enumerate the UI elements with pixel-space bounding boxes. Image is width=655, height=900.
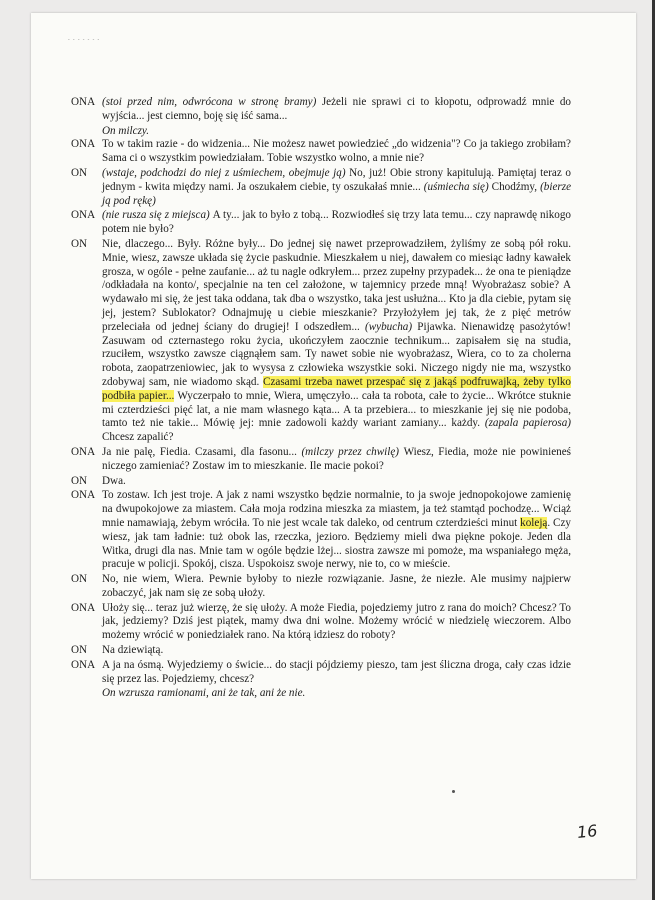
dialogue-text [102,659,571,687]
header-mark: - - - - - - - [68,38,101,43]
speaker-name: ON [71,474,88,487]
stage-direction-inline: (wstaje, podchodzi do niej z uśmiechem, obejmuje ją) [102,166,350,179]
dialogue-line [71,644,571,658]
dialogue-line [71,475,571,489]
stage-direction-inline: (uśmiecha się) [423,180,492,193]
dialogue-line [71,573,571,601]
speaker-name: ONA [71,601,96,614]
dialogue-text [102,167,571,208]
speech-text: Chcesz zapalić? [102,431,174,444]
speech-text: Jeżeli nie sprawi ci to kłopotu, odprowadź mnie do wyjścia... jest ciemno, boję się iść sama... [102,96,572,122]
speech-text: Wyczerpało to mnie, Wiera, umęczyło... cała ta robota, całe to życie... Wkrótce stuknie mi czterdzieści pięć lat, a nie mam własnego kąta... A ta przebiera... to mieszkanie jej się nie podoba, tamto też nie takie... Mówię jej: mnie zadowoli każdy wariant zamiany... każdy. [102,389,571,430]
speaker-name: ON [71,644,88,657]
dialogue-text [102,238,571,445]
speech-text: Wiesz, Fiedia, może nie powinieneś niczego zamieniać? Zostaw im to mieszkanie. Ile macie pokoi? [102,445,571,472]
dialogue-text [102,573,571,601]
speaker-name: ONA [71,445,96,458]
speech-text: Ułoży się... teraz już wierzę, że się ułoży. A może Fiedia, pojedziemy jutro z rana do moich? Chcesz? To jak, jedziemy? Dziś jest piątek, mamy dwa dni wolne. Możemy wrócić w niedzielę wieczorem. Albo możemy wrócić w poniedziałek rano. Na którą idziesz do roboty? [102,601,571,642]
dialogue-line [71,446,571,474]
speech-text: Pijawka. Nienawidzę pasożytów! Zasuwam od czternastego roku życia, ukończyłem zaocznie technikum... zapisałem się na studia, rzuciłem, wszystko zawsze ciągnąłem sam. Ty nawet sobie nie wyobrażasz, Wiera, co to za cholerna robota, zaopatrzeniowiec, jak to wysysa z człowieka wszystkie soki. Niczego nigdy nie ma, wszystko zdobywaj sam, nie wiadomo skąd. [102,320,571,388]
stage-direction: On wzrusza ramionami, ani że tak, ani że nie. [102,687,306,700]
dialogue-text [102,96,571,124]
highlighted-text: koleją [520,516,548,529]
speaker-name: ONA [71,658,96,671]
highlighted-text: Czasami trzeba nawet przespać się z jakąś podfruwajką, żeby tylko podbiła papier... [102,375,572,402]
dialogue-text [102,602,571,643]
dialogue-text [102,489,571,572]
speech-text: No, już! Obie strony kapitulują. Pamiętaj teraz o jednym - kwita między nami. Ja oszukałem ciebie, ty oszukałaś mnie... [102,166,571,193]
speech-text: Ja nie palę, Fiedia. Czasami, dla fasonu... [102,445,302,458]
dialogue-text [102,475,571,489]
dialogue-text [102,644,571,658]
dialogue-line [71,96,571,124]
speech-text: To w takim razie - do widzenia... Nie możesz nawet powiedzieć „do widzenia"? Co ja takiego zrobiłam? Sama ci o wszystkim powiedziałam. Tobie wszystko wolno, a mnie nie? [102,138,571,165]
ink-dot [452,790,455,793]
dialogue-line [71,138,571,166]
speech-text: A ja na ósmą. Wyjedziemy o świcie... do stacji pójdziemy pieszo, tam jest śliczna droga, cały czas idzie się przez las. Pojedziemy, chcesz? [102,658,571,685]
dialogue-text [102,138,571,166]
speaker-name: ON [71,166,88,179]
dialogue-text [102,209,571,237]
script-body [71,96,571,701]
dialogue-line [71,659,571,687]
dialogue-text [102,446,571,474]
stage-direction-inline: (zapala papierosa) [484,417,571,430]
speaker-name: ONA [71,489,96,502]
dialogue-line [71,489,571,572]
speech-text: Na dziewiątą. [102,644,164,657]
speaker-name: ON [71,573,88,586]
speech-text: To zostaw. Ich jest troje. A jak z nami wszystko będzie normalnie, to ja swoje jednopokojowe zamienię na dwupokojowe za miastem. Cała moja rodzina mieszka za miastem, ja też stamtąd pochodzę... Wciąż mnie namawiają, żebym wróciła. To nie jest wcale tak daleko, od centrum czterdzieści minut [102,489,571,529]
speech-text: Chodźmy, [491,180,541,193]
speech-text: Dwa. [102,474,126,487]
speech-text: No, nie wiem, Wiera. Pewnie byłoby to niezłe rozwiązanie. Jasne, że niezłe. Ale musimy najpierw zobaczyć, jak nam się ze sobą ułoży. [102,573,571,599]
speaker-name: ON [71,237,88,250]
stage-direction-inline: (bierze ją pod rękę) [102,180,572,207]
speaker-name: ONA [71,209,96,222]
dialogue-line [71,167,571,208]
stage-direction-inline: (nie rusza się z miejsca) [102,209,213,222]
stage-direction-inline: (wybucha) [365,320,418,333]
stage-direction-inline: (milczy przez chwilę) [301,445,404,458]
dialogue-line [71,209,571,237]
speech-text: Nie, dlaczego... Były. Różne były... Do jednej się nawet przeprowadziłem, żyliśmy ze sobą pół roku. Mnie, wiesz, zawsze układa się życie paskudnie. Mieszkałem u niej, dawałem co miesiąc ładny kawałek grosza, w ogóle - pełne zaufanie... aż tu nagle odkryłem... przez zupełny przypadek... że ona te pieniądze /odkładała na konto/, specjalnie na ten cel założone, w tajemnicy przede mną! Wyobrażasz sobie? A wydawało mi się, że jest taka oddana, tak dba o wszystko, taka jest usłużna... Kto ja dla ciebie, pytam się jej, jestem? Sublokator? Odnajmuję u ciebie mieszkanie? Przyłożyłem jej tak, że z pięć metrów przeleciała od jednej ściany do drugiej! I odszedłem... [102,237,571,333]
dialogue-line [71,238,571,445]
page-number: 16 [576,820,599,843]
speech-text: A ty... jak to było z tobą... Rozwiodłeś się trzy lata temu... czy naprawdę nikogo potem nie było? [102,209,571,236]
dialogue-line [71,602,571,643]
stage-direction-inline: (stoi przed nim, odwrócona w stronę bramy) [102,96,322,108]
speech-text: . Czy wiesz, jak tam ładnie: tuż obok las, rzeczka, jezioro. Będziemy mieli dwa piękne pokoje. Jeden dla Witka, drugi dla nas. Mnie tam w ogóle będzie lżej... siostra zawsze mi pomoże, ma wspaniałego męża, pracuje w policji. Spokój, cisza. Uspokoisz swoje nerwy, nie to, co w mieście. [102,516,571,571]
speaker-name: ONA [71,96,96,108]
speaker-name: ONA [71,138,96,151]
stage-direction: On milczy. [102,124,150,137]
